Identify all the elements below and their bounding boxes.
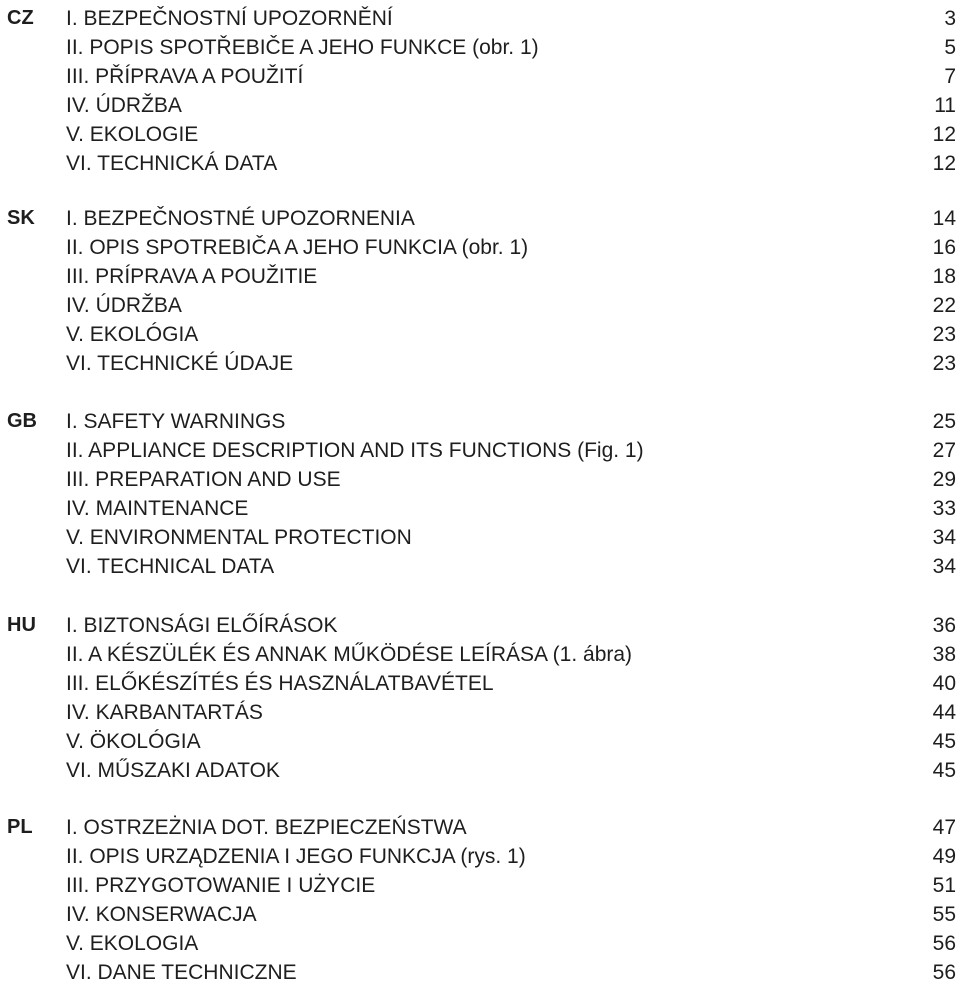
- toc-entry[interactable]: [66, 349, 956, 378]
- toc-entry-title: IV. MAINTENANCE: [66, 497, 249, 520]
- toc-entry[interactable]: [66, 669, 956, 698]
- toc-entry[interactable]: [66, 900, 956, 929]
- toc-entry-page: 5: [944, 36, 956, 59]
- toc-entry[interactable]: [66, 552, 956, 581]
- toc-entry-page: 49: [932, 845, 956, 868]
- toc-entry-title: I. BIZTONSÁGI ELŐÍRÁSOK: [66, 614, 338, 637]
- toc-entry[interactable]: [66, 465, 956, 494]
- toc-entry-title: V. ENVIRONMENTAL PROTECTION: [66, 526, 412, 549]
- toc-entry[interactable]: [66, 523, 956, 552]
- toc-entry-title: III. PRÍPRAVA A POUŽITIE: [66, 265, 318, 288]
- toc-entry[interactable]: [66, 4, 956, 33]
- toc-entry-page: 38: [932, 643, 956, 666]
- toc-entry[interactable]: [66, 120, 956, 149]
- toc-entry[interactable]: [66, 494, 956, 523]
- toc-entry-title: III. PREPARATION AND USE: [66, 468, 341, 491]
- toc-entry-title: I. OSTRZEŻNIA DOT. BEZPIECZEŃSTWA: [66, 816, 467, 839]
- toc-entry-page: 56: [932, 932, 956, 955]
- toc-entry-title: IV. ÚDRŽBA: [66, 294, 182, 317]
- toc-entry-title: V. EKOLOGIE: [66, 123, 199, 146]
- toc-entry[interactable]: [66, 756, 956, 785]
- toc-entry-page: 22: [932, 294, 956, 317]
- toc-entry-title: III. ELŐKÉSZÍTÉS ÉS HASZNÁLATBAVÉTEL: [66, 672, 494, 695]
- toc-entry-page: 14: [932, 207, 956, 230]
- toc-entry-page: 7: [944, 65, 956, 88]
- toc-entry[interactable]: [66, 262, 956, 291]
- toc-entry-page: 45: [932, 730, 956, 753]
- toc-entry[interactable]: [66, 291, 956, 320]
- language-code: GB: [7, 410, 37, 432]
- toc-entry-page: 44: [932, 701, 956, 724]
- toc-entry-page: 29: [932, 468, 956, 491]
- toc-entry-page: 18: [932, 265, 956, 288]
- toc-entry[interactable]: [66, 320, 956, 349]
- toc-entry-page: 56: [932, 961, 956, 984]
- toc-entry[interactable]: [66, 407, 956, 436]
- toc-entry-title: III. PRZYGOTOWANIE I UŻYCIE: [66, 874, 376, 897]
- toc-entry-page: 34: [932, 555, 956, 578]
- toc-entry-page: 34: [932, 526, 956, 549]
- toc-entry-title: VI. TECHNICKÁ DATA: [66, 152, 278, 175]
- toc-entry-page: 40: [932, 672, 956, 695]
- toc-entry-title: V. ÖKOLÓGIA: [66, 730, 201, 753]
- toc-entry-title: II. APPLIANCE DESCRIPTION AND ITS FUNCTIONS (Fig. 1): [66, 439, 644, 462]
- toc-entry-title: IV. ÚDRŽBA: [66, 94, 182, 117]
- toc-entry-title: VI. TECHNICAL DATA: [66, 555, 275, 578]
- language-code: SK: [7, 207, 35, 229]
- toc-entry-title: I. SAFETY WARNINGS: [66, 410, 286, 433]
- toc-entry-page: 47: [932, 816, 956, 839]
- toc-entry-page: 23: [932, 352, 956, 375]
- toc-entry-title: I. BEZPEČNOSTNÉ UPOZORNENIA: [66, 207, 415, 230]
- toc-entry-title: VI. TECHNICKÉ ÚDAJE: [66, 352, 294, 375]
- toc-entry-title: I. BEZPEČNOSTNÍ UPOZORNĚNÍ: [66, 7, 393, 30]
- toc-entry-page: 27: [932, 439, 956, 462]
- toc-entry-page: 36: [932, 614, 956, 637]
- toc-entry[interactable]: [66, 91, 956, 120]
- toc-entry-page: 45: [932, 759, 956, 782]
- toc-entry-title: VI. DANE TECHNICZNE: [66, 961, 297, 984]
- toc-entry[interactable]: [66, 233, 956, 262]
- toc-entry-title: II. OPIS URZĄDZENIA I JEGO FUNKCJA (rys. 1): [66, 845, 526, 868]
- toc-entry-page: 12: [932, 152, 956, 175]
- toc-entry[interactable]: [66, 698, 956, 727]
- toc-entry-title: III. PŘÍPRAVA A POUŽITÍ: [66, 65, 304, 88]
- toc-entry-title: II. A KÉSZÜLÉK ÉS ANNAK MŰKÖDÉSE LEÍRÁSA (1. ábra): [66, 643, 633, 666]
- toc-entry[interactable]: [66, 436, 956, 465]
- language-code: HU: [7, 614, 36, 636]
- toc-entry-title: V. EKOLOGIA: [66, 932, 199, 955]
- toc-entry-title: II. OPIS SPOTREBIČA A JEHO FUNKCIA (obr. 1): [66, 236, 529, 259]
- toc-entry-page: 12: [932, 123, 956, 146]
- toc-entry[interactable]: [66, 727, 956, 756]
- toc-entry[interactable]: [66, 958, 956, 987]
- toc-entry-page: 16: [932, 236, 956, 259]
- toc-entry[interactable]: [66, 611, 956, 640]
- toc-entry[interactable]: [66, 62, 956, 91]
- language-code: CZ: [7, 7, 34, 29]
- toc-entry-page: 55: [932, 903, 956, 926]
- toc-entry-title: IV. KONSERWACJA: [66, 903, 257, 926]
- toc-entry-title: V. EKOLÓGIA: [66, 323, 199, 346]
- toc-entry-page: 3: [944, 7, 956, 30]
- toc-entry-page: 51: [932, 874, 956, 897]
- toc-entry-page: 33: [932, 497, 956, 520]
- toc-entry[interactable]: [66, 842, 956, 871]
- toc-entry-title: VI. MŰSZAKI ADATOK: [66, 759, 280, 782]
- toc-entry-page: 11: [934, 94, 956, 117]
- toc-entry[interactable]: [66, 929, 956, 958]
- toc-entry[interactable]: [66, 813, 956, 842]
- toc-entry-title: II. POPIS SPOTŘEBIČE A JEHO FUNKCE (obr. 1): [66, 36, 539, 59]
- toc-entry-title: IV. KARBANTARTÁS: [66, 701, 263, 724]
- toc-entry-page: 23: [932, 323, 956, 346]
- toc-entry[interactable]: [66, 204, 956, 233]
- toc-entry[interactable]: [66, 871, 956, 900]
- toc-entry[interactable]: [66, 640, 956, 669]
- language-code: PL: [7, 816, 33, 838]
- toc-entry[interactable]: [66, 33, 956, 62]
- toc-entry-page: 25: [932, 410, 956, 433]
- toc-entry[interactable]: [66, 149, 956, 178]
